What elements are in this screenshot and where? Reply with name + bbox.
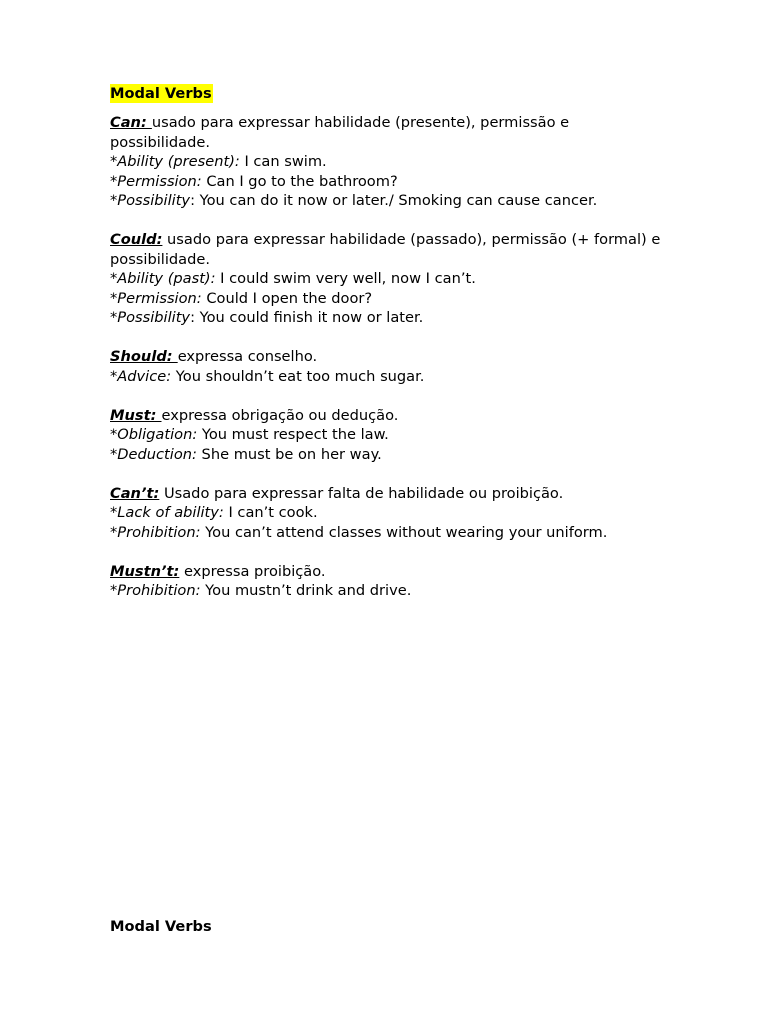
example-label: *Obligation: <box>110 426 198 443</box>
example-text: You mustn’t drink and drive. <box>200 582 412 599</box>
definition-line <box>110 406 670 426</box>
example-label: *Possibility <box>110 192 191 209</box>
example-label: *Ability (present): <box>110 153 240 170</box>
example-text: You must respect the law. <box>197 426 389 443</box>
example-text: You shouldn’t eat too much sugar. <box>171 367 425 385</box>
example-text: I can swim. <box>239 153 327 170</box>
example-label: *Ability (past): <box>110 270 216 287</box>
term: Should: <box>110 348 178 365</box>
example-line <box>110 191 670 211</box>
highlighted-title: Modal Verbs <box>110 85 212 102</box>
description: usado para expressar habilidade (passado), permissão (+ formal) e possibilidade. <box>110 231 661 268</box>
example-line <box>110 445 670 465</box>
definition-line <box>110 230 670 269</box>
example-line <box>110 425 670 445</box>
example-text: I can’t cook. <box>223 504 318 521</box>
section-should <box>110 347 670 386</box>
example-label: *Prohibition: <box>110 582 201 599</box>
example-label: *Possibility <box>110 309 191 326</box>
definition-line <box>110 484 670 504</box>
example-text: : You could finish it now or later. <box>190 309 424 326</box>
example-line <box>110 503 670 523</box>
example-line <box>110 289 670 309</box>
example-label: *Lack of ability: <box>110 504 224 521</box>
description: expressa proibição. <box>179 562 326 580</box>
example-label: *Permission: <box>110 289 202 307</box>
footer-title: Modal Verbs <box>110 918 212 935</box>
example-label: *Prohibition: <box>110 523 201 541</box>
definition-line <box>110 347 670 367</box>
description: expressa conselho. <box>177 348 318 365</box>
example-label: *Advice: <box>110 367 172 385</box>
example-text: You can’t attend classes without wearing your uniform. <box>200 523 608 541</box>
term: Mustn’t: <box>110 562 180 580</box>
section-can <box>110 113 670 211</box>
example-text: Can I go to the bathroom? <box>201 172 398 190</box>
term: Can: <box>110 114 152 131</box>
term: Could: <box>110 231 163 248</box>
definition-line <box>110 113 670 152</box>
example-label: *Deduction: <box>110 445 197 463</box>
section-mustnt <box>110 562 670 601</box>
example-text: : You can do it now or later./ Smoking can cause cancer. <box>190 192 598 209</box>
description: usado para expressar habilidade (presente), permissão e possibilidade. <box>110 114 570 151</box>
page-title <box>110 84 670 113</box>
section-cant <box>110 484 670 543</box>
example-line <box>110 152 670 172</box>
document-content <box>110 84 670 620</box>
description: Usado para expressar falta de habilidade ou proibição. <box>159 484 564 502</box>
example-text: Could I open the door? <box>201 289 373 307</box>
description: expressa obrigação ou dedução. <box>161 406 399 424</box>
term: Must: <box>110 406 162 424</box>
term: Can’t: <box>110 484 160 502</box>
example-line <box>110 172 670 192</box>
example-text: I could swim very well, now I can’t. <box>215 270 476 287</box>
example-line <box>110 269 670 289</box>
example-line <box>110 367 670 387</box>
example-line <box>110 523 670 543</box>
example-text: She must be on her way. <box>196 445 382 463</box>
definition-line <box>110 562 670 582</box>
section-could <box>110 230 670 328</box>
example-label: *Permission: <box>110 172 202 190</box>
example-line <box>110 308 670 328</box>
example-line <box>110 581 670 601</box>
section-must <box>110 406 670 465</box>
